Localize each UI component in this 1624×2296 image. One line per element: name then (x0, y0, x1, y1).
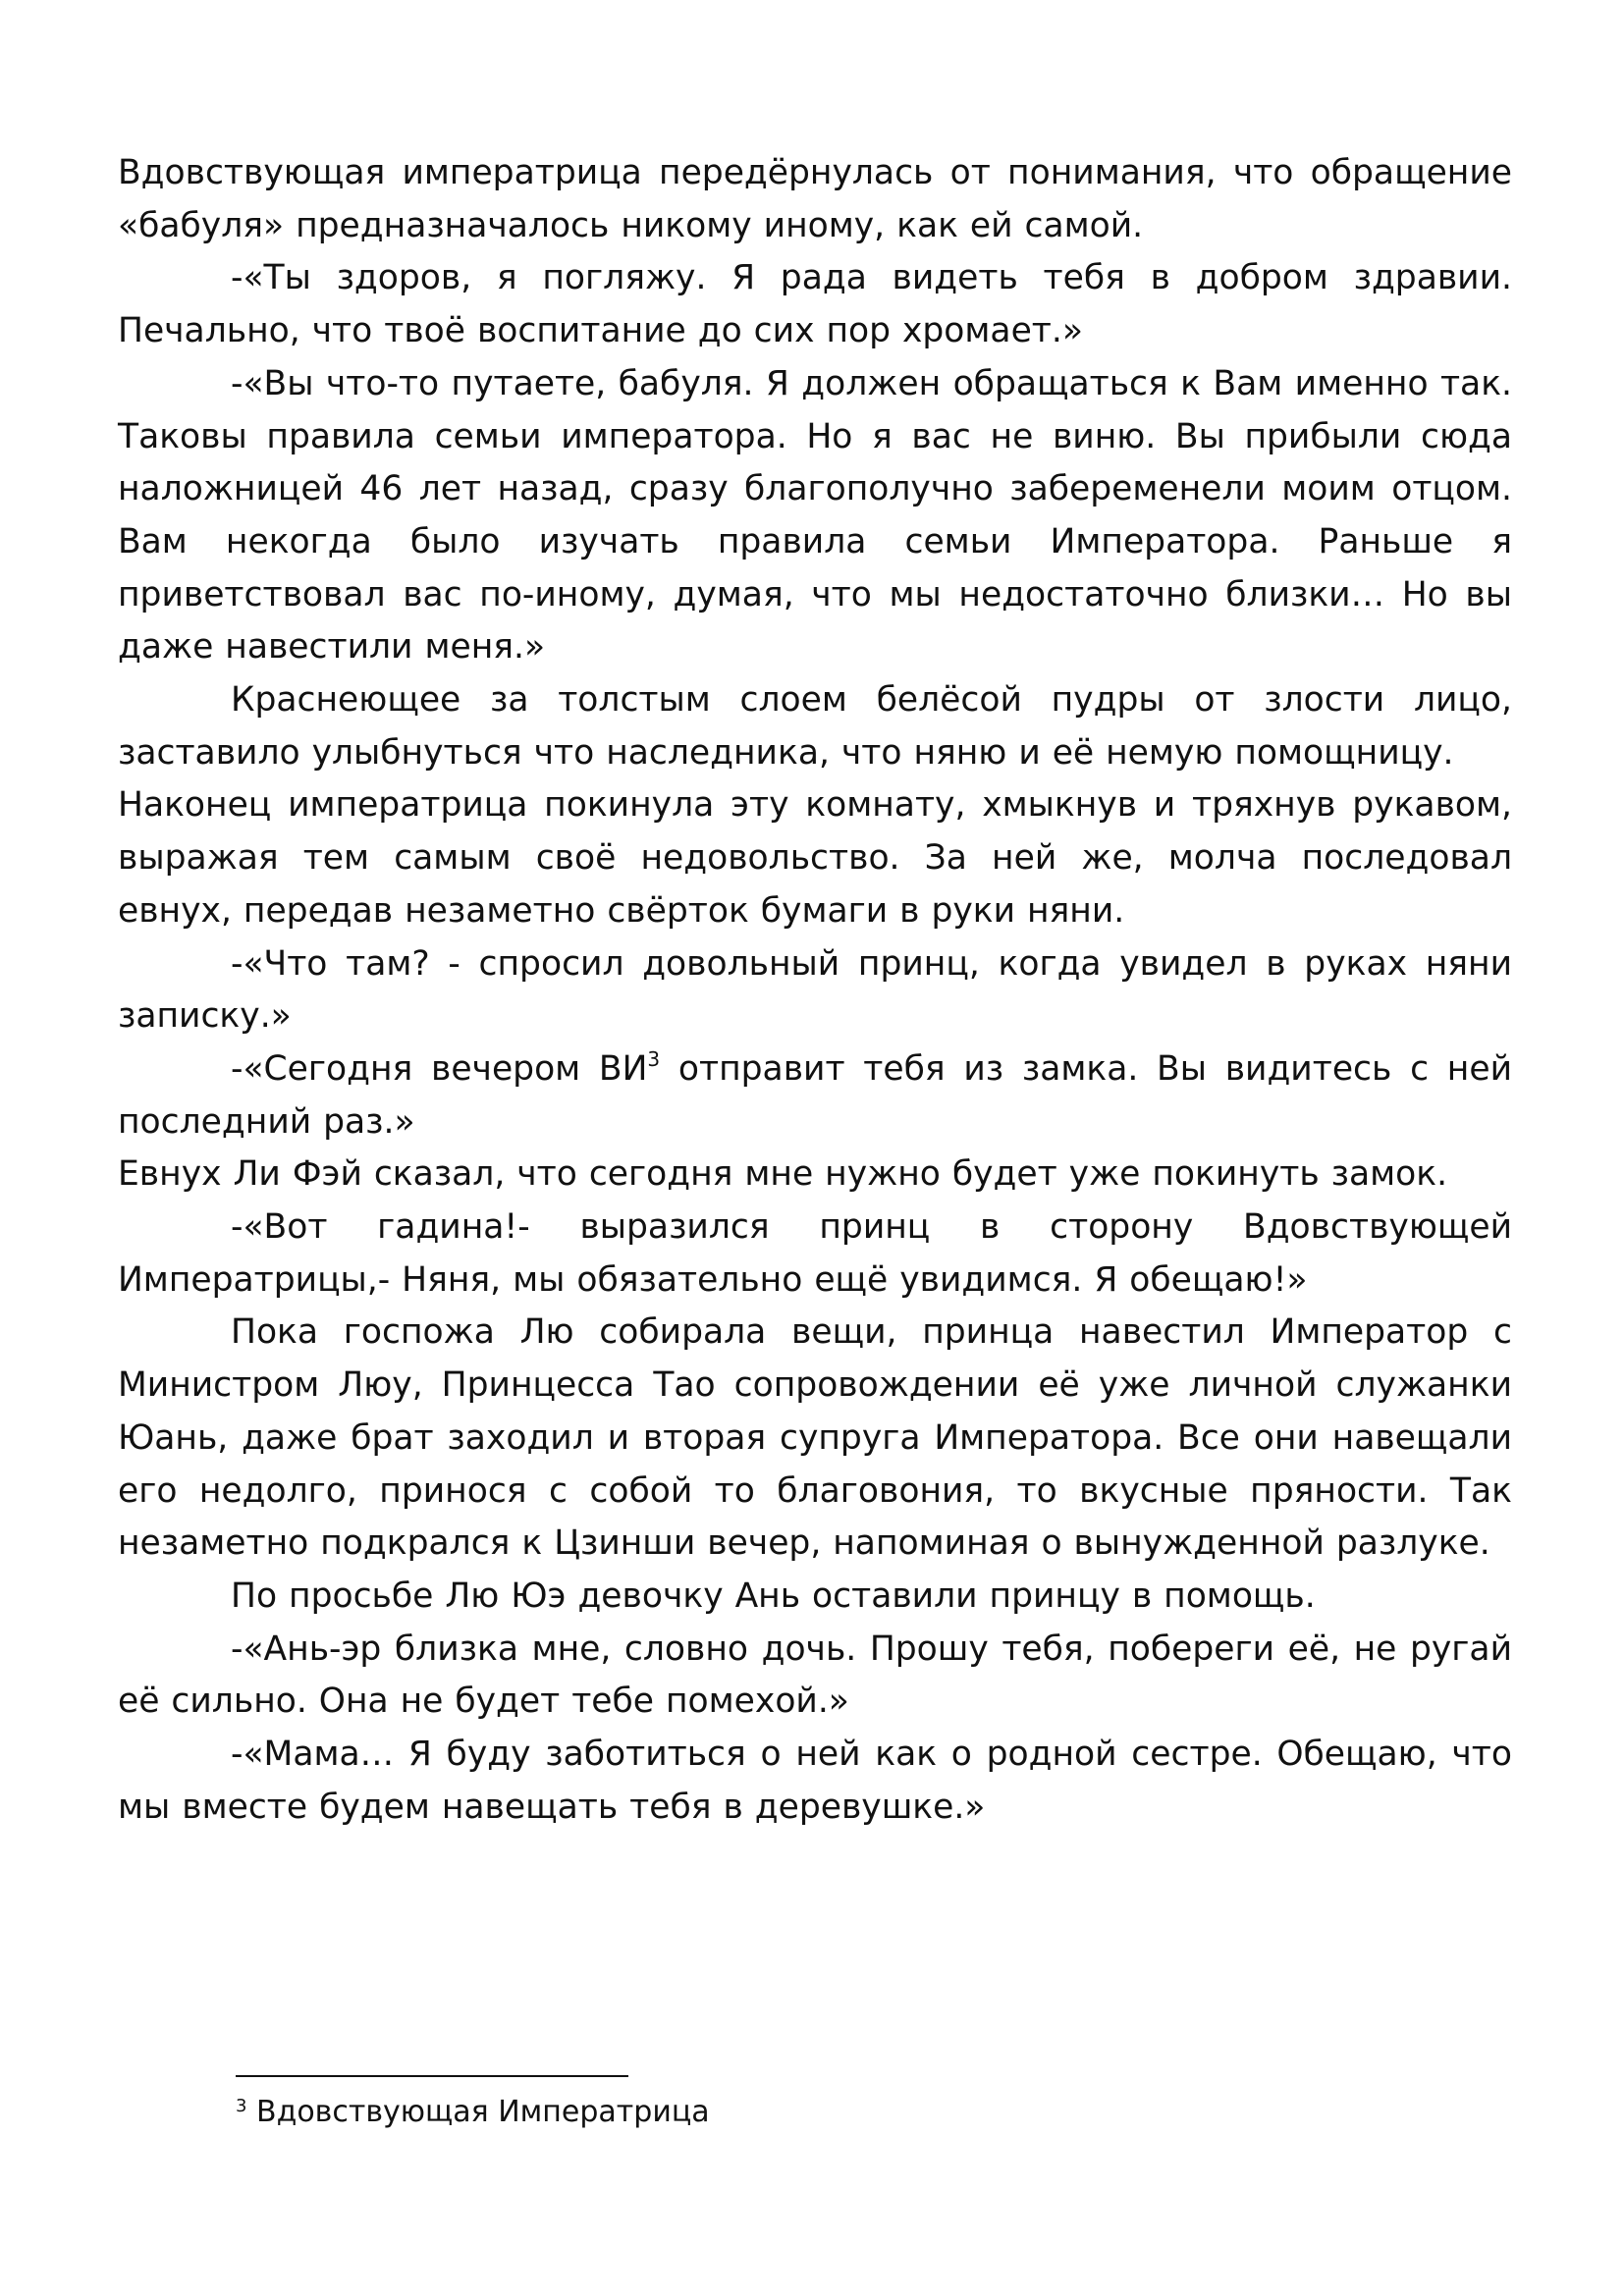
paragraph-2: -«Ты здоров, я погляжу. Я рада видеть тебя в добром здравии. Печально, что твоё воспитание до сих пор хромает.» (118, 258, 1512, 351)
paragraph-1: Вдовствующая императрица передёрнулась от понимания, что обращение «бабуля» предназначалось никому иному, как ей самой. (118, 153, 1512, 245)
footnote-mark: 3 (236, 2096, 247, 2116)
footnote (236, 2093, 710, 2132)
paragraph-7 (118, 1043, 1512, 1148)
paragraph-10: Пока госпожа Лю собирала вещи, принца навестил Император с Министром Люу, Принцесса Тао сопровождении её уже личной служанки Юань, даже брат заходил и вторая супруга Императора. Все они навещали его недолго, принося с собой то благовония, то вкусные пряности. Так незаметно подкрался к Цзинши вечер, напоминая о вынужденной разлуке. (118, 1312, 1512, 1564)
paragraph-8: Евнух Ли Фэй сказал, что сегодня мне нужно будет уже покинуть замок. (118, 1154, 1448, 1195)
page-body (118, 147, 1512, 1835)
footnote-separator (236, 2075, 628, 2077)
paragraph-13: -«Мама… Я буду заботиться о ней как о родной сестре. Обещаю, что мы вместе будем навещать тебя в деревушке.» (118, 1735, 1512, 1827)
paragraph-6: -«Что там? - спросил довольный принц, когда увидел в руках няни записку.» (118, 943, 1512, 1037)
footnote-text: Вдовствующая Императрица (246, 2095, 710, 2129)
paragraph-4: Краснеющее за толстым слоем белёсой пудры от злости лицо, заставило улыбнуться что наследника, что няню и её немую помощницу. (118, 680, 1512, 773)
paragraph-7-before: -«Сегодня вечером ВИ (231, 1048, 648, 1089)
paragraph-11: По просьбе Лю Юэ девочку Ань оставили принцу в помощь. (231, 1575, 1316, 1616)
footnote-reference: 3 (647, 1046, 661, 1071)
paragraph-12: -«Ань-эр близка мне, словно дочь. Прошу тебя, побереги её, не ругай её сильно. Она не будет тебе помехой.» (118, 1629, 1512, 1722)
paragraph-3: -«Вы что-то путаете, бабуля. Я должен обращаться к Вам именно так. Таковы правила семьи императора. Но я вас не виню. Вы прибыли сюда наложницей 46 лет назад, сразу благополучно забеременели моим отцом. Вам некогда было изучать правила семьи Императора. Раньше я приветствовал вас по-иному, думая, что мы недостаточно близки… Но вы даже навестили меня.» (118, 363, 1512, 667)
paragraph-5: Наконец императрица покинула эту комнату, хмыкнув и тряхнув рукавом, выражая тем самым своё недовольство. За ней же, молча последовал евнух, передав незаметно свёрток бумаги в руки няни. (118, 785, 1512, 931)
paragraph-7-after: отправит тебя из замка. Вы видитесь с ней последний раз.» (118, 1048, 1512, 1142)
paragraph-9: -«Вот гадина!- выразился принц в сторону Вдовствующей Императрицы,- Няня, мы обязательно ещё увидимся. Я обещаю!» (118, 1207, 1512, 1300)
